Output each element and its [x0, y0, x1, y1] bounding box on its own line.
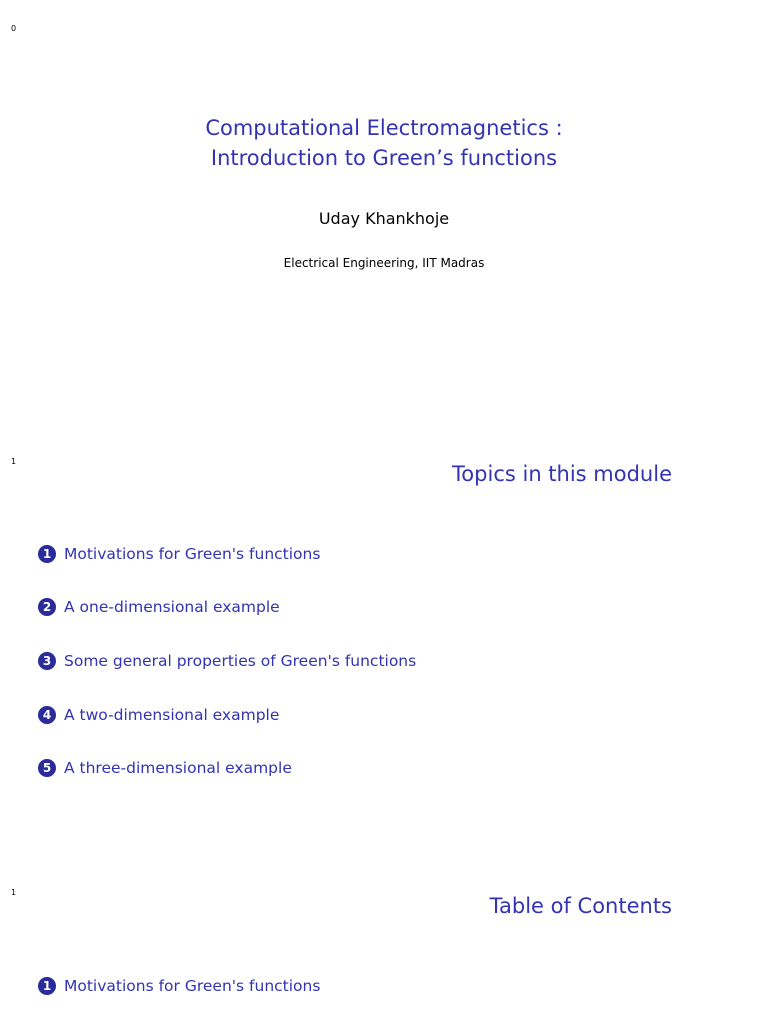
- list-item: [38, 977, 320, 995]
- presentation-title-line-1: Computational Electromagnetics :: [205, 116, 563, 140]
- enumeration-ball-icon: 5: [38, 759, 56, 777]
- page-number: 1: [11, 457, 17, 466]
- presentation-title-line-2: Introduction to Green’s functions: [210, 146, 558, 170]
- list-item-label: Motivations for Green's functions: [64, 545, 321, 563]
- author-name: Uday Khankhoje: [318, 209, 450, 228]
- list-item-label: A one-dimensional example: [64, 598, 280, 616]
- list-item-label: A two-dimensional example: [64, 706, 280, 724]
- page-number: 1: [11, 888, 17, 897]
- frame-title: Topics in this module: [452, 462, 672, 486]
- enumeration-ball-icon: 1: [38, 545, 56, 563]
- enumeration-ball-icon: 4: [38, 706, 56, 724]
- enumeration-ball-icon: 3: [38, 652, 56, 670]
- enumeration-ball-icon: 2: [38, 598, 56, 616]
- list-item-label: Some general properties of Green's functions: [64, 652, 417, 670]
- list-item-label: Motivations for Green's functions: [64, 977, 321, 995]
- enumeration-ball-icon: 1: [38, 977, 56, 995]
- affiliation: Electrical Engineering, IIT Madras: [283, 256, 485, 270]
- frame-title: Table of Contents: [489, 894, 672, 918]
- page-number: 0: [11, 24, 17, 33]
- list-item-label: A three-dimensional example: [64, 759, 292, 777]
